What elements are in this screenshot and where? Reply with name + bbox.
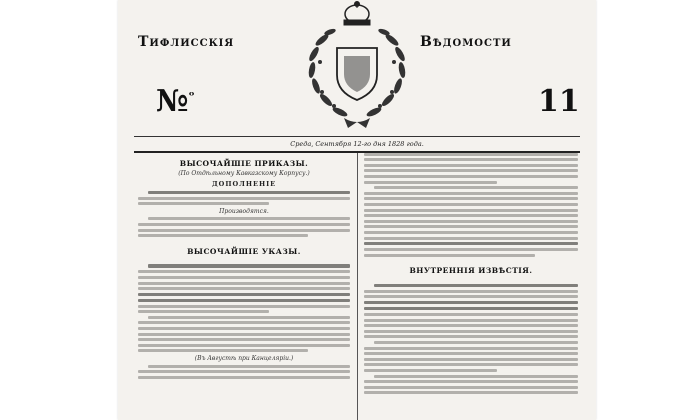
masthead-title-left: Тифлисскія: [138, 34, 235, 50]
text-line: [364, 237, 578, 240]
text-line: [364, 319, 578, 322]
text-line: [364, 335, 578, 338]
text-line: [364, 220, 578, 223]
text-line: [138, 310, 269, 313]
text-line: [364, 324, 578, 327]
column-divider: [357, 153, 358, 420]
text-line: [364, 169, 578, 172]
text-line: [364, 363, 578, 366]
text-line: [364, 214, 578, 217]
text-line: [364, 175, 578, 178]
text-line: [138, 333, 350, 336]
text-line: [364, 231, 578, 234]
section-heading-imperial-decrees: ВЫСОЧАЙШІЕ УКАЗЫ.: [187, 246, 301, 256]
text-line: [364, 203, 578, 206]
text-line: [138, 287, 350, 290]
text-line: [138, 223, 350, 226]
text-line: [364, 347, 578, 350]
newspaper-page: [118, 0, 596, 420]
section-subheading-2: (Въ Августѣ при Канцеляріи.): [194, 355, 294, 362]
text-line: [138, 299, 350, 302]
text-line: [364, 295, 578, 298]
section-heading-internal-news: ВНУТРЕННІЯ ИЗВѢСТІЯ.: [409, 266, 533, 276]
text-line: [364, 242, 578, 245]
section-heading-imperial-orders: ВЫСОЧАЙШІЕ ПРИКАЗЫ.: [179, 159, 309, 168]
dateline: Среда, Сентября 12-го дня 1828 года.: [290, 140, 424, 148]
text-line: [364, 307, 578, 310]
text-line: [364, 197, 578, 200]
text-line: [374, 186, 578, 189]
text-line: [148, 365, 350, 368]
imperial-crown-wreath-emblem-icon: [282, 0, 432, 132]
text-line: [148, 264, 350, 267]
text-line: [364, 313, 578, 316]
text-line: [138, 293, 350, 296]
text-line: [138, 338, 350, 341]
text-line: [364, 181, 497, 184]
text-line: [138, 349, 308, 352]
text-line: [138, 370, 350, 373]
text-line: [138, 282, 350, 285]
text-line: [364, 225, 578, 228]
text-line: [138, 276, 350, 279]
text-line: [364, 254, 535, 257]
text-line: [138, 202, 269, 205]
issue-number-label: №$^ᵒ$: [156, 84, 195, 119]
text-line: [364, 358, 578, 361]
issue-number-value: 11: [538, 84, 580, 119]
text-line: [364, 369, 497, 372]
produced-label: Производятся.: [219, 207, 269, 215]
text-line: [138, 327, 350, 330]
text-line: [364, 209, 578, 212]
text-line: [364, 380, 578, 383]
masthead-title-right: Вѣдомости: [420, 34, 512, 50]
text-line: [148, 316, 350, 319]
text-line: [364, 164, 578, 167]
text-line: [374, 341, 578, 344]
text-line: [148, 217, 350, 220]
text-line: [138, 344, 350, 347]
text-line: [138, 234, 308, 237]
text-line: [364, 386, 578, 389]
text-line: [138, 376, 350, 379]
text-line: [138, 305, 350, 308]
text-line: [364, 158, 578, 161]
text-line: [364, 352, 578, 355]
text-line: [364, 248, 578, 251]
text-line: [138, 321, 350, 324]
text-line: [138, 270, 350, 273]
text-line: [138, 229, 350, 232]
text-line: [364, 301, 578, 304]
text-line: [148, 191, 350, 194]
masthead-rule: [134, 136, 580, 137]
text-line: [374, 284, 578, 287]
right-column: [364, 150, 578, 420]
text-line: [364, 290, 578, 293]
text-line: [364, 192, 578, 195]
text-line: [364, 153, 578, 156]
left-column: [138, 156, 350, 420]
text-line: [364, 330, 578, 333]
addition-heading: ДОПОЛНЕНІЕ: [211, 180, 277, 188]
text-line: [364, 391, 578, 394]
text-line: [138, 197, 350, 200]
text-line: [374, 375, 578, 378]
section-subheading: (По Отдѣльному Кавказскому Корпусу.): [178, 170, 310, 177]
